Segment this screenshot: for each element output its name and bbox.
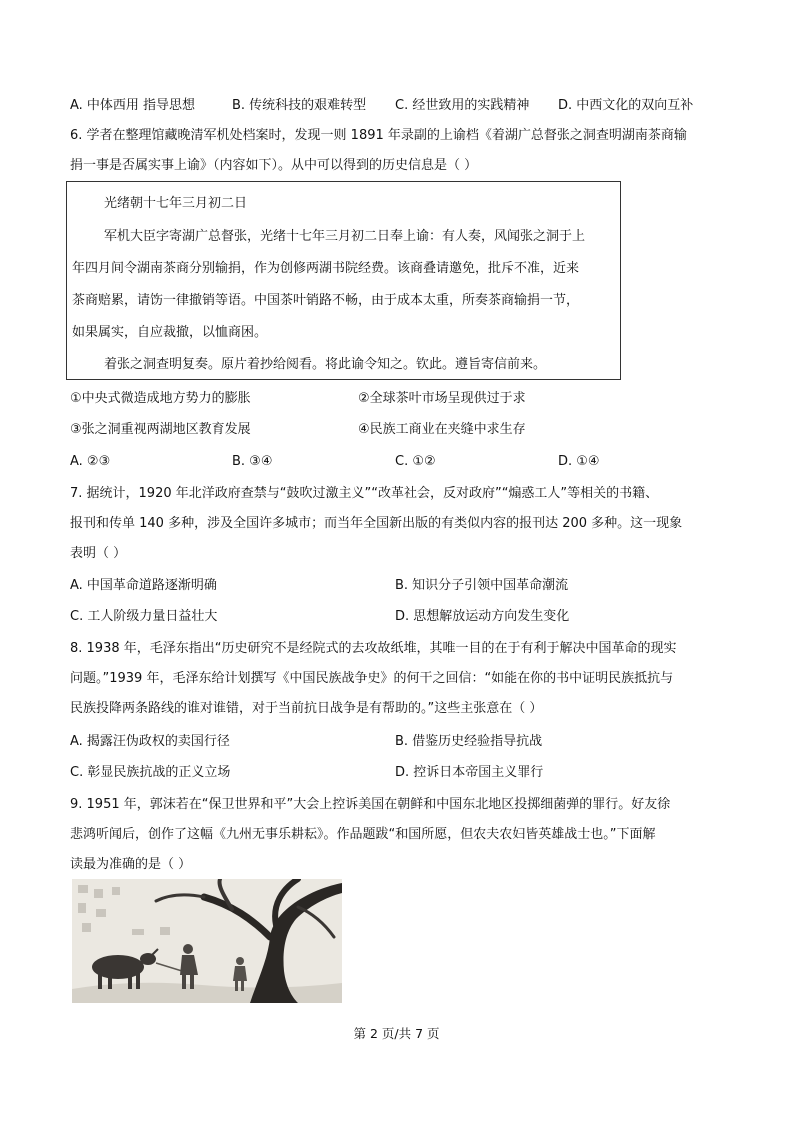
q6-item-1: ①中央式微造成地方势力的膨胀 [70,391,251,406]
q7-option-d: D. 思想解放运动方向发生变化 [395,609,570,624]
q7-stem-line-1: 7. 据统计，1920 年北洋政府查禁与“鼓吹过激主义”“改革社会，反对政府”“煽惑工人”等相关的书籍、 [70,486,659,501]
q9-stem-line-1: 9. 1951 年，郭沫若在“保卫世界和平”大会上控诉美国在朝鲜和中国东北地区投掷细菌弹的罪行。好友徐 [70,797,671,812]
q6-document-title: 光绪朝十七年三月初二日 [104,196,248,211]
q6-stem-line-2: 捐一事是否属实事上谕》（内容如下）。从中可以得到的历史信息是（ ） [70,158,478,173]
q6-document-line: 军机大臣字寄湖广总督张，光绪十七年三月初二日奉上谕：有人奏，风闻张之洞于上 [104,229,586,244]
q7-option-b: B. 知识分子引领中国革命潮流 [395,578,569,593]
q7-option-c: C. 工人阶级力量日益壮大 [70,609,218,624]
q6-document-line: 如果属实，自应裁撤，以恤商困。 [72,325,268,340]
q7-option-a: A. 中国革命道路逐渐明确 [70,578,217,593]
q8-option-d: D. 控诉日本帝国主义罪行 [395,765,544,780]
q5-option-b: B. 传统科技的艰难转型 [232,98,367,113]
q8-option-c: C. 彰显民族抗战的正义立场 [70,765,231,780]
q7-stem-line-3: 表明（ ） [70,546,127,561]
q9-stem-line-2: 悲鸿听闻后，创作了这幅《九州无事乐耕耘》。作品题跋“和国所愿，但农夫农妇皆英雄战士也。”下面解 [70,827,656,842]
q7-stem-line-2: 报刊和传单 140 多种，涉及全国许多城市；而当年全国新出版的有类似内容的报刊达 200 多种。这一现象 [70,516,683,531]
q6-item-2: ②全球茶叶市场呈现供过于求 [358,391,526,406]
q5-option-a: A. 中体西用 指导思想 [70,98,196,113]
q6-document-line: 着张之洞查明复奏。原片着抄给阅看。将此谕令知之。钦此。遵旨寄信前来。 [104,357,547,372]
q8-stem-line-2: 问题。”1939 年，毛泽东给计划撰写《中国民族战争史》的何干之回信：“如能在你的书中证明民族抵抗与 [70,671,674,686]
q5-option-d: D. 中西文化的双向互补 [558,98,694,113]
q6-option-a: A. ②③ [70,454,111,469]
q6-document-line: 茶商赔累，请饬一律撤销等语。中国茶叶销路不畅，由于成本太重，所奏茶商输捐一节， [72,293,580,308]
q6-document-line: 年四月间令湖南茶商分别输捐，作为创修两湖书院经费。该商叠请邀免，批斥不准，近来 [72,261,580,276]
q9-stem-line-3: 读最为准确的是（ ） [70,857,192,872]
q6-item-3: ③张之洞重视两湖地区教育发展 [70,422,251,437]
q9-painting-image [72,879,342,1003]
q6-option-d: D. ①④ [558,454,600,469]
q6-option-c: C. ①② [395,454,436,469]
painting-illustration [72,879,342,1003]
q6-option-b: B. ③④ [232,454,273,469]
q8-option-b: B. 借鉴历史经验指导抗战 [395,734,543,749]
page-number: 第 2 页/共 7 页 [353,1026,440,1041]
q8-option-a: A. 揭露汪伪政权的卖国行径 [70,734,230,749]
q6-stem-line-1: 6. 学者在整理馆藏晚清军机处档案时，发现一则 1891 年录副的上谕档《着湖广总督张之洞查明湖南茶商输 [70,128,687,143]
q8-stem-line-3: 民族投降两条路线的谁对谁错，对于当前抗日战争是有帮助的。”这些主张意在（ ） [70,701,543,716]
q8-stem-line-1: 8. 1938 年，毛泽东指出“历史研究不是经院式的去攻故纸堆，其唯一目的在于有利于解决中国革命的现实 [70,641,677,656]
q6-item-4: ④民族工商业在夹缝中求生存 [358,422,526,437]
q5-option-c: C. 经世致用的实践精神 [395,98,530,113]
